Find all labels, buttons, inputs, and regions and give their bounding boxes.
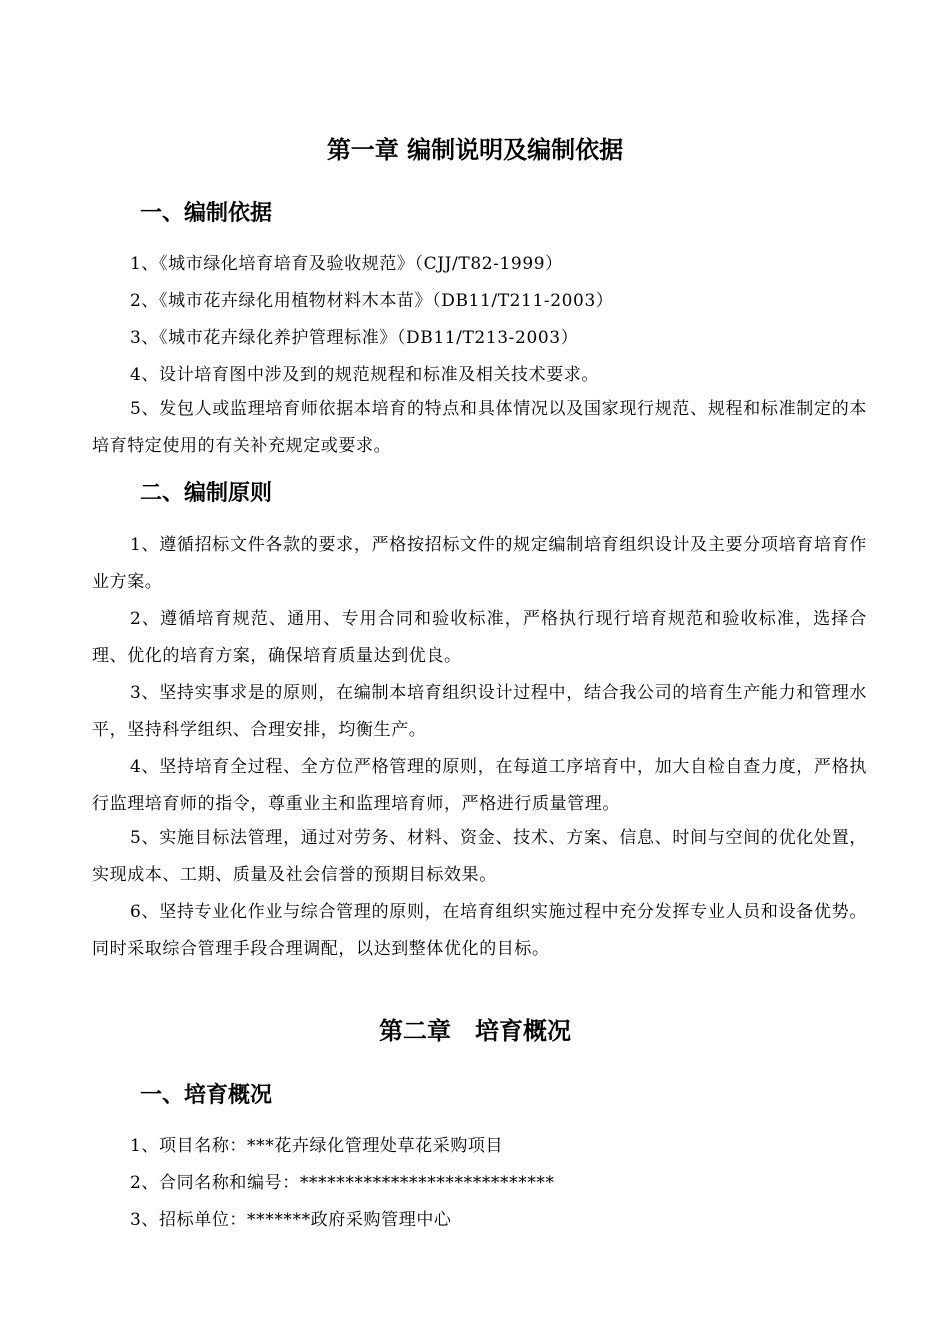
basis-item-4: 4、设计培育图中涉及到的规范规程和标准及相关技术要求。 [130,365,600,385]
principle-item-2: 2、遵循培育规范、通用、专用合同和验收标准，严格执行现行培育规范和验收标准，选择合理、优化的培育方案，确保培育质量达到优良。 [92,609,867,666]
basis-item-2: 2、《城市花卉绿化用植物材料木本苗》（DB11/T211-2003） [130,291,614,311]
section-principles-heading: 二、编制原则 [140,481,273,506]
chapter-2-title: 第二章 培育概况 [379,1017,571,1045]
chapter-1-title: 第一章 编制说明及编制依据 [326,136,624,164]
principle-item-1: 1、遵循招标文件各款的要求，严格按招标文件的规定编制培育组织设计及主要分项培育培育作业方案。 [92,535,867,592]
overview-item-1: 1、项目名称：***花卉绿化管理处草花采购项目 [130,1136,504,1156]
basis-item-5: 5、发包人或监理培育师依据本培育的特点和具体情况以及国家现行规范、规程和标准制定的本培育特定使用的有关补充规定或要求。 [92,399,867,456]
section-basis-heading: 一、编制依据 [140,201,273,226]
principle-item-6: 6、坚持专业化作业与综合管理的原则，在培育组织实施过程中充分发挥专业人员和设备优势。同时采取综合管理手段合理调配，以达到整体优化的目标。 [92,902,867,959]
overview-item-3: 3、招标单位：*******政府采购管理中心 [130,1210,452,1230]
section-overview-heading: 一、培育概况 [140,1083,273,1108]
basis-item-3: 3、《城市花卉绿化养护管理标准》（DB11/T213-2003） [130,328,579,348]
principle-item-3: 3、坚持实事求是的原则，在编制本培育组织设计过程中，结合我公司的培育生产能力和管理水平，坚持科学组织、合理安排，均衡生产。 [92,683,867,740]
principle-item-4: 4、坚持培育全过程、全方位严格管理的原则，在每道工序培育中，加大自检自查力度，严格执行监理培育师的指令，尊重业主和监理培育师，严格进行质量管理。 [92,757,867,814]
principle-item-5: 5、实施目标法管理，通过对劳务、材料、资金、技术、方案、信息、时间与空间的优化处置，实现成本、工期、质量及社会信誉的预期目标效果。 [92,828,867,885]
basis-item-1: 1、《城市绿化培育培育及验收规范》（CJJ/T82-1999） [130,254,563,274]
overview-item-2: 2、合同名称和编号：**************************** [130,1173,555,1193]
